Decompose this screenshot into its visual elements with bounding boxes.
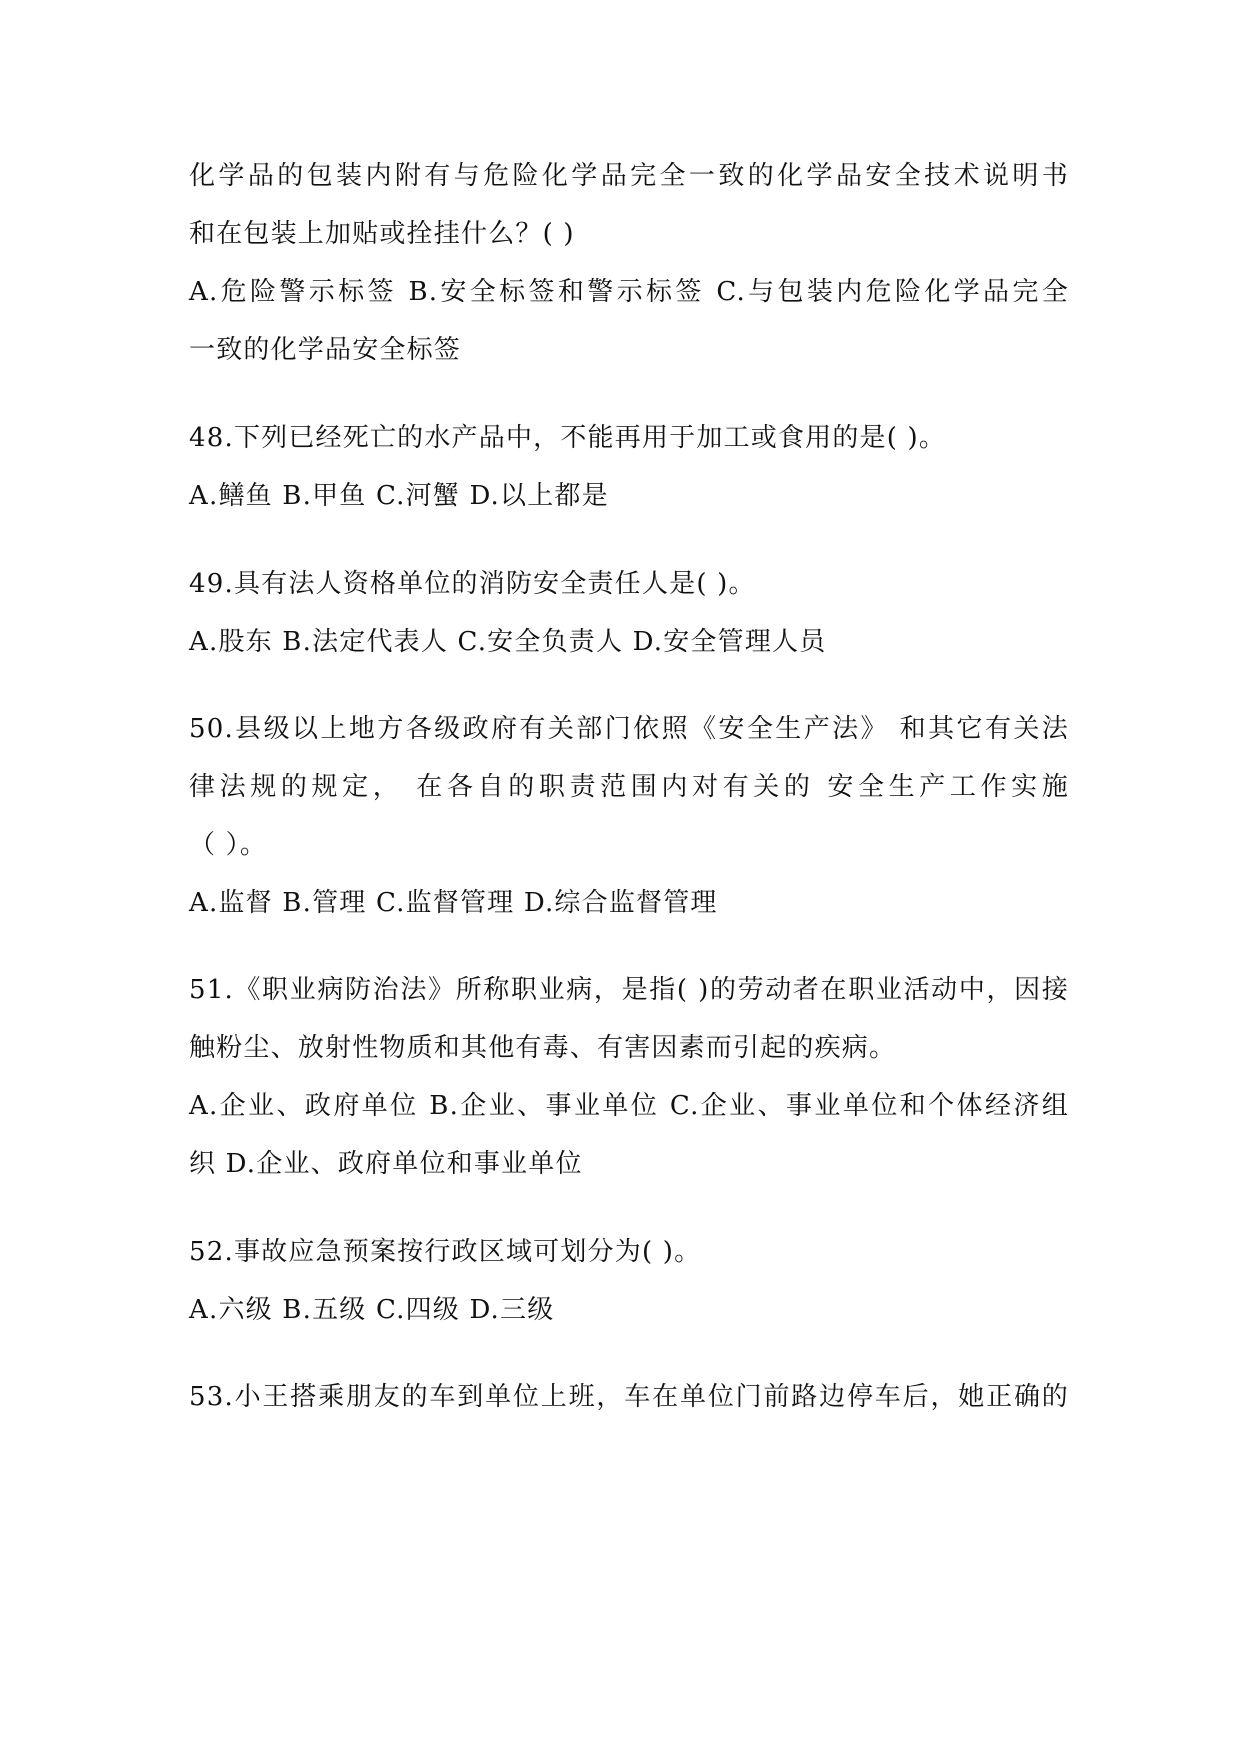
question-51-text: 触粉尘、放射性物质和其他有毒、有害因素而引起的疾病。 bbox=[189, 1033, 897, 1063]
question-53-text: 53.小王搭乘朋友的车到单位上班，车在单位门前路边停车后，她正确的 bbox=[189, 1382, 1069, 1412]
question-51-options: A.企业、政府单位 B.企业、事业单位 C.企业、事业单位和个体经济组 bbox=[189, 1091, 1069, 1121]
question-51-text: 51.《职业病防治法》所称职业病，是指( )的劳动者在职业活动中，因接 bbox=[189, 975, 1069, 1005]
question-50-text: 50.县级以上地方各级政府有关部门依照《安全生产法》 和其它有关法 bbox=[189, 714, 1069, 744]
answer-options-line: 一致的化学品安全标签 bbox=[189, 335, 462, 365]
question-50-text: 律法规的规定， 在各自的职责范围内对有关的 安全生产工作实施 bbox=[189, 772, 1069, 802]
answer-options-line: A.危险警示标签 B.安全标签和警示标签 C.与包装内危险化学品完全 bbox=[189, 277, 1069, 307]
question-48-options: A.鳝鱼 B.甲鱼 C.河蟹 D.以上都是 bbox=[189, 481, 609, 511]
question-50-options: A.监督 B.管理 C.监督管理 D.综合监督管理 bbox=[189, 888, 718, 918]
question-48-text: 48.下列已经死亡的水产品中，不能再用于加工或食用的是( )。 bbox=[189, 423, 947, 453]
question-text-line: 和在包装上加贴或拴挂什么？( ) bbox=[189, 219, 575, 249]
question-52-text: 52.事故应急预案按行政区域可划分为( )。 bbox=[189, 1237, 702, 1267]
question-50-text: （ ）。 bbox=[189, 830, 268, 860]
question-52-options: A.六级 B.五级 C.四级 D.三级 bbox=[189, 1295, 555, 1325]
question-49-options: A.股东 B.法定代表人 C.安全负责人 D.安全管理人员 bbox=[189, 627, 827, 657]
question-49-text: 49.具有法人资格单位的消防安全责任人是( )。 bbox=[189, 569, 756, 599]
question-text-line: 化学品的包装内附有与危险化学品完全一致的化学品安全技术说明书 bbox=[189, 161, 1069, 191]
question-51-options: 织 D.企业、政府单位和事业单位 bbox=[189, 1149, 583, 1179]
